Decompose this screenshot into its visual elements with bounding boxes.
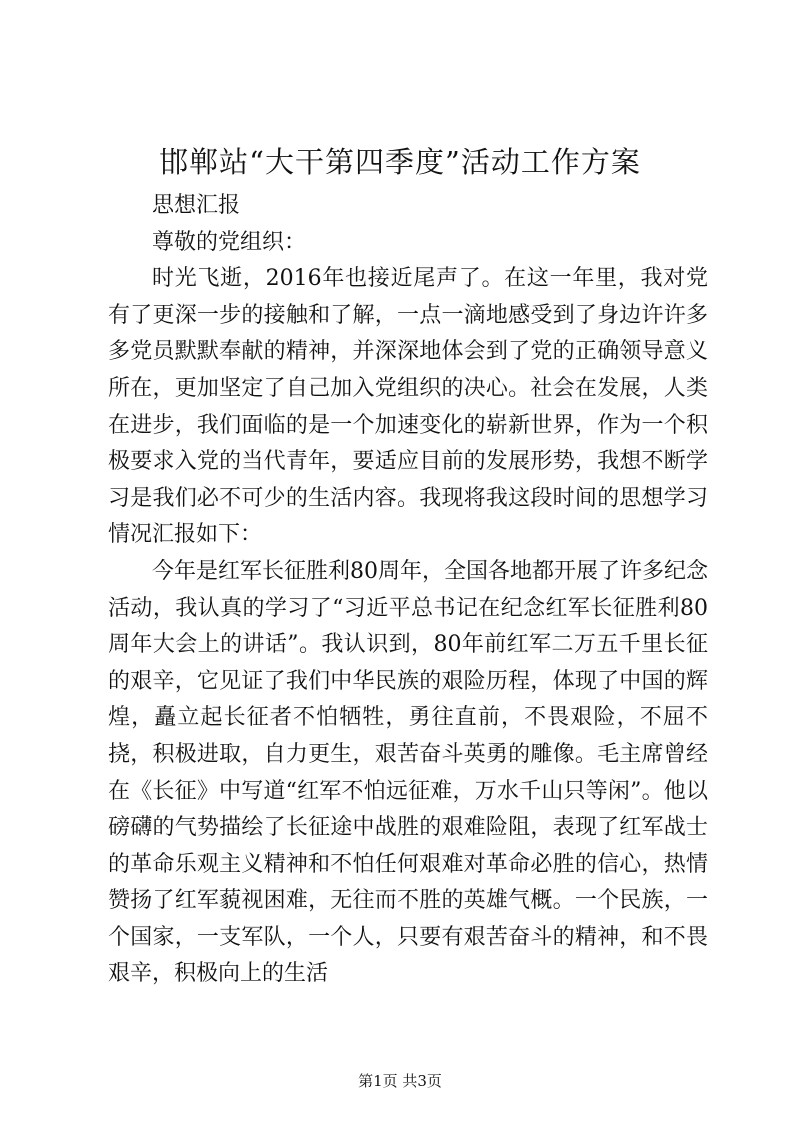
paragraph-intro: 时光飞逝，2016年也接近尾声了。在这一年里，我对党有了更深一步的接触和了解，一点一滴地感受到了身边许许多多党员默默奉献的精神，并深深地体会到了党的正确领导意义所在，更加坚定了自己加入党组织的决心。社会在发展，人类在进步，我们面临的是一个加速变化的崭新世界，作为一个积极要求入党的当代青年，要适应目前的发展形势，我想不断学习是我们必不可少的生活内容。我现将我这段时间的思想学习情况汇报如下： — [108, 266, 708, 548]
paragraph-long-march: 今年是红军长征胜利80周年，全国各地都开展了许多纪念活动，我认真的学习了“习近平总书记在纪念红军长征胜利80周年大会上的讲话”。我认识到，80年前红军二万五千里长征的艰辛，它见证了我们中华民族的艰险历程，体现了中国的辉煌，矗立起长征者不怕牺牲，勇往直前，不畏艰险，不屈不挠，积极进取，自力更生，艰苦奋斗英勇的雕像。毛主席曾经在《长征》中写道“红军不怕远征难，万水千山只等闲”。他以磅礴的气势描绘了长征途中战胜的艰难险阻，表现了红军战士的革命乐观主义精神和不怕任何艰难对革命必胜的信心，热情赞扬了红军藐视困难，无往而不胜的英雄气概。一个民族，一个国家，一支军队，一个人，只要有艰苦奋斗的精神，和不畏艰辛，积极向上的生活 — [108, 558, 708, 987]
page-number-footer: 第1页 共3页 — [358, 1072, 442, 1090]
paragraph-heading: 思想汇报 — [152, 193, 241, 218]
document-body — [108, 188, 708, 993]
document-title: 邯郸站“大干第四季度”活动工作方案 — [159, 145, 641, 179]
paragraph-salutation: 尊敬的党组织： — [152, 229, 307, 255]
